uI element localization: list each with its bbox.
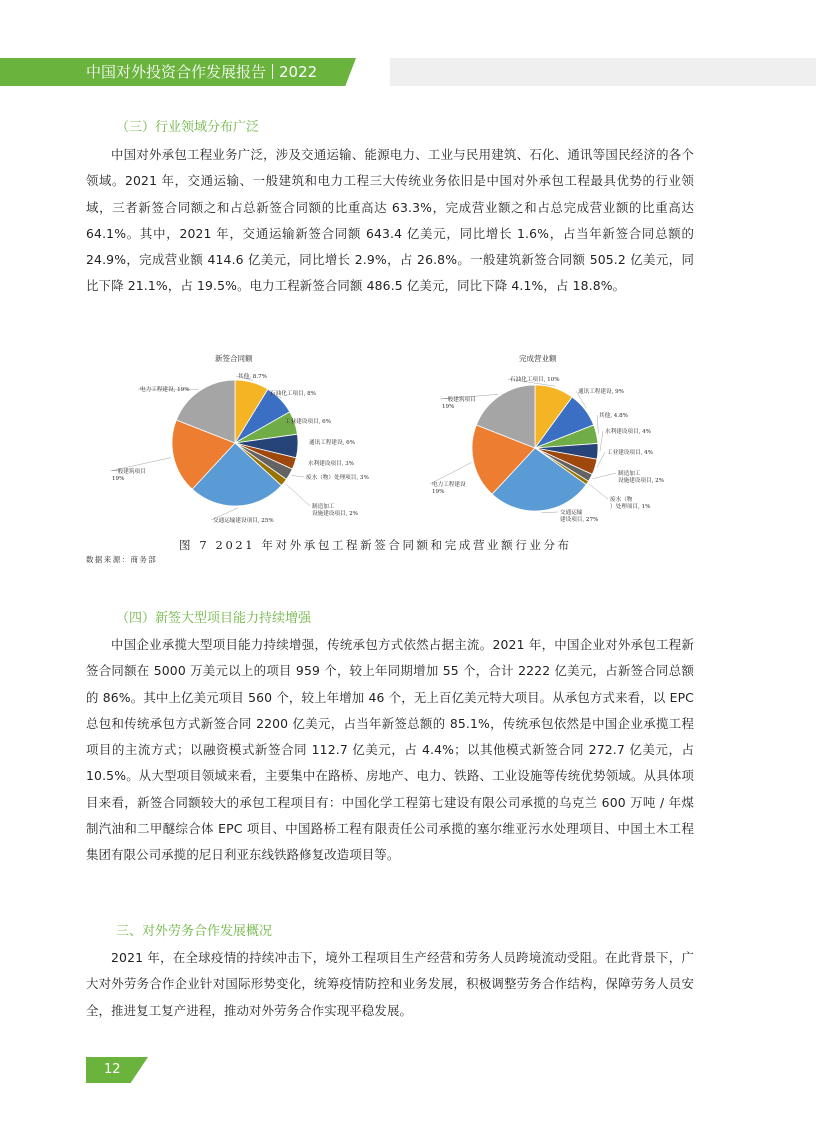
pie-slice-label: 其他, 8.7% <box>238 374 267 380</box>
pie-leader-line <box>430 462 472 484</box>
pie-leader-line <box>597 452 605 468</box>
pie-leader-line <box>600 431 603 452</box>
pie-slice-label: 通讯工程建设, 6% <box>309 440 355 446</box>
section-title-large-projects: （四）新签大型项目能力持续增强 <box>116 611 312 626</box>
pie-slice-label: 制造加工设施建设项目, 2% <box>312 504 358 517</box>
chart-title-revenue: 完成营业额 <box>519 354 557 363</box>
section-title-industry: （三）行业领域分布广泛 <box>116 120 260 135</box>
data-source: 数据来源：商务部 <box>86 555 158 564</box>
pie-slice-label: 工业建设项目, 4% <box>607 450 653 456</box>
header-separator <box>272 64 273 79</box>
pie-leader-line <box>542 512 559 513</box>
pie-slice-label: 通讯工程建设, 9% <box>578 389 624 395</box>
pie-slice-label: 交通运输建设项目, 25% <box>213 518 274 524</box>
chart-title-new-contracts: 新签合同额 <box>215 354 253 363</box>
pie-slice-label: 交通运输建设项目, 27% <box>560 510 599 523</box>
pie-slice-label: 石油化工项目, 10% <box>510 377 560 383</box>
pie-slice-label: 制造加工设施建设项目, 2% <box>618 471 664 484</box>
pie-slice-label: 电力工程建设 19% <box>432 482 466 495</box>
pie-slice-label: 一般建筑项目 19% <box>112 469 146 482</box>
pie-slice-label: 一般建筑项目 19% <box>442 397 476 410</box>
report-title-text: 中国对外投资合作发展报告 <box>86 63 267 81</box>
pie-slice-label: 水利建设项目, 3% <box>308 461 354 467</box>
pie-chart-revenue <box>418 368 708 530</box>
pie-slice-label: 其他, 4.8% <box>599 413 628 419</box>
pie-slice-label: 工业建设项目, 6% <box>285 419 331 425</box>
pie-slice-label: 废水（物）处理项目, 3% <box>306 475 369 481</box>
paragraph-industry: 中国对外承包工程业务广泛，涉及交通运输、能源电力、工业与民用建筑、石化、通讯等国民经济的各个领域。2021 年，交通运输、一般建筑和电力工程三大传统业务依旧是中国对外承包工程最具优势的行业领域，三者新签合同额之和占总新签合同额的比重高达 63.3%，完成营业额之和占总完成营业额的比重高达 64.1%。其中，2021 年，交通运输新签合同额 643.4 亿美元，同比增长 1.6%，占当年新签合同总额的 24.9%，完成营业额 414.6 亿美元，同比增长 2.9%，占 26.8%。一般建筑新签合同额 505.2 亿美元，同比下降 21.1%，占 19.5%。电力工程新签合同额 486.5 亿美元，同比下降 4.1%，占 18.8%。 <box>86 147 694 294</box>
figure-caption: 图 7 2021 年对外承包工程新签合同额和完成营业额行业分布 <box>179 538 572 552</box>
report-title <box>86 61 317 83</box>
pie-slices-revenue <box>472 385 598 511</box>
pie-chart-new-contracts <box>110 368 370 530</box>
page-number: 12 <box>104 1062 121 1077</box>
header-grey-band <box>390 58 816 86</box>
pie-leader-line <box>286 484 310 506</box>
pie-leader-line <box>592 473 616 479</box>
section-title-labor: 三、对外劳务合作发展概况 <box>116 924 273 939</box>
pie-slices-new-contracts <box>172 380 298 506</box>
pie-slice-label: 废水（物）处理项目, 1% <box>610 497 651 510</box>
paragraph-labor: 2021 年，在全球疫情的持续冲击下，境外工程项目生产经营和劳务人员跨境流动受阻。在此背景下，广大对外劳务合作企业针对国际形势变化，统筹疫情防控和业务发展，积极调整劳务合作结构，保障劳务人员安全，推进复工复产进程，推动对外劳务合作实现平稳发展。 <box>86 950 694 1018</box>
pie-slice-label: 电力工程建设, 19% <box>140 387 190 393</box>
report-year: 2022 <box>279 63 318 81</box>
paragraph-large-projects: 中国企业承揽大型项目能力持续增强，传统承包方式依然占据主流。2021 年，中国企业对外承包工程新签合同额在 5000 万美元以上的项目 959 个，较上年同期增加 55 个，合计 2222 亿美元，占新签合同总额的 86%。其中上亿美元项目 560 个，较上年增加 46 个，无上百亿美元特大项目。从承包方式来看，以 EPC 总包和传统承包方式新签合同 2200 亿美元，占当年新签总额的 85.1%，传统承包依然是中国企业承揽工程项目的主流方式；以融资模式新签合同 112.7 亿美元，占 4.4%；以其他模式新签合同 272.7 亿美元，占 10.5%。从大型项目领域来看，主要集中在路桥、房地产、电力、铁路、工业设施等传统优势领域。从具体项目来看，新签合同额较大的承包工程项目有：中国化学工程第七建设有限公司承揽的乌克兰 600 万吨 / 年煤制汽油和二甲醚综合体 EPC 项目、中国路桥工程有限责任公司承揽的塞尔维亚污水处理项目、中国土木工程集团有限公司承揽的尼日利亚东线铁路修复改造项目等。 <box>86 637 694 863</box>
pie-slice-label: 水利建设项目, 4% <box>605 429 651 435</box>
pie-slice-label: 石油化工项目, 8% <box>270 391 316 397</box>
pie-leader-line <box>589 484 608 499</box>
pie-leader-line <box>291 475 304 477</box>
